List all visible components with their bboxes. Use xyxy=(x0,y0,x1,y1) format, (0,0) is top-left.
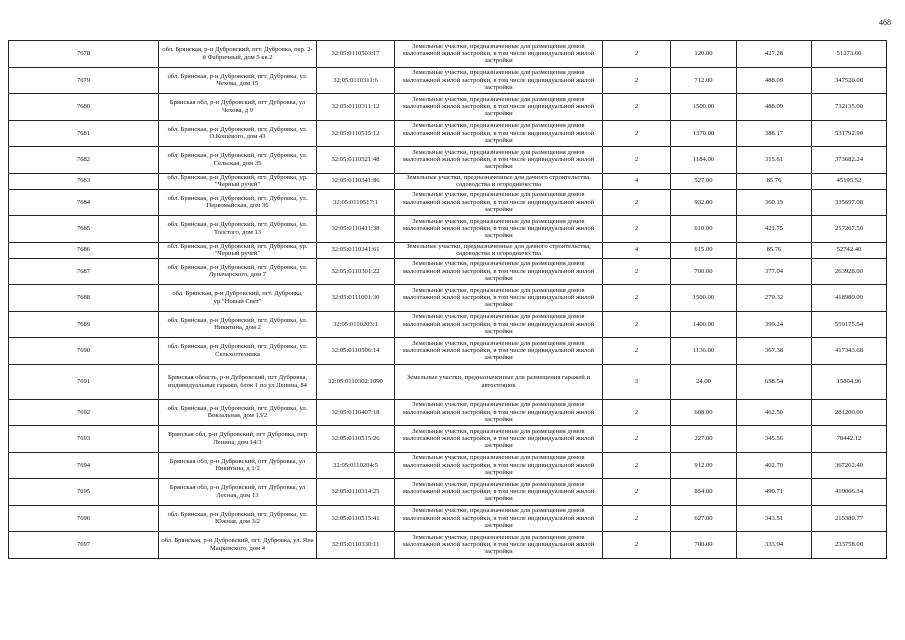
group-cell: 2 xyxy=(603,285,671,312)
table-row xyxy=(9,67,887,94)
cadastral-value-cell: 417343.68 xyxy=(812,338,887,365)
specific-value-cell: 388.17 xyxy=(737,120,812,147)
cadastral-value-cell: 367262.40 xyxy=(812,452,887,479)
row-number: 7685 xyxy=(9,216,159,243)
cadastral-value-cell: 281200.00 xyxy=(812,399,887,426)
table-row xyxy=(9,216,887,243)
group-cell: 2 xyxy=(603,120,671,147)
area-cell: 854.00 xyxy=(671,479,737,506)
cadastral-number-cell: 32:05:0110515:41 xyxy=(317,505,395,532)
cadastral-value-cell: 233758.00 xyxy=(812,532,887,559)
area-cell: 1500.00 xyxy=(671,94,737,121)
land-use-type-cell: Земельные участки, предназначенные для размещения домов малоэтажной жилой застройки, в том числе индивидуальной жилой застройки xyxy=(395,147,603,174)
table-row xyxy=(9,364,887,399)
land-use-type-cell: Земельные участки, предназначенные для размещения домов малоэтажной жилой застройки, в том числе индивидуальной жилой застройки xyxy=(395,67,603,94)
address-cell: Брянская обл, р-н Дубровский, пгт Дубровка, пер Ленина, дом 14/3 xyxy=(159,426,317,453)
specific-value-cell: 85.76 xyxy=(737,173,812,189)
cadastral-value-cell: 531792.90 xyxy=(812,120,887,147)
address-cell: обл. Брянская, р-н Дубровский, пгт. Дубровка, пер. 2-й Фабричный, дом 5 кв.2 xyxy=(159,41,317,68)
address-cell: обл. Брянская, р-н Дубровский, пгт. Дубровка, ул. Вокзальная, дом 13/2 xyxy=(159,399,317,426)
cadastral-value-cell: 257267.50 xyxy=(812,216,887,243)
cadastral-number-cell: 32:05:0110506:14 xyxy=(317,338,395,365)
group-cell: 4 xyxy=(603,242,671,258)
address-cell: Брянская обл, р-н Дубровский, пгт Дубровка, ул Лесная, дом 13 xyxy=(159,479,317,506)
row-number: 7682 xyxy=(9,147,159,174)
area-cell: 712.00 xyxy=(671,67,737,94)
table-row xyxy=(9,338,887,365)
cadastral-number-cell: 32:05:0110341:86 xyxy=(317,173,395,189)
cadastral-value-cell: 78442.12 xyxy=(812,426,887,453)
specific-value-cell: 490.71 xyxy=(737,479,812,506)
cadastral-value-cell: 263928.00 xyxy=(812,258,887,285)
cadastral-number-cell: 32:05:0110341:61 xyxy=(317,242,395,258)
area-cell: 1136.00 xyxy=(671,338,737,365)
cadastral-number-cell: 32:05:0110515:12 xyxy=(317,120,395,147)
specific-value-cell: 85.76 xyxy=(737,242,812,258)
cadastral-value-cell: 45195.52 xyxy=(812,173,887,189)
cadastral-value-cell: 335697.08 xyxy=(812,189,887,216)
address-cell: обл. Брянская, р-н Дубровский, пгт. Дубровка, ур. "Черный ручей" xyxy=(159,173,317,189)
row-number: 7694 xyxy=(9,452,159,479)
area-cell: 932.00 xyxy=(671,189,737,216)
land-registry-table xyxy=(8,40,887,559)
row-number: 7696 xyxy=(9,505,159,532)
row-number: 7689 xyxy=(9,311,159,338)
group-cell: 2 xyxy=(603,479,671,506)
land-use-type-cell: Земельные участки, предназначенные для размещения домов малоэтажной жилой застройки, в том числе индивидуальной жилой застройки xyxy=(395,311,603,338)
group-cell: 2 xyxy=(603,189,671,216)
cadastral-value-cell: 559175.54 xyxy=(812,311,887,338)
specific-value-cell: 427.28 xyxy=(737,41,812,68)
cadastral-number-cell: 32:05:0110311:12 xyxy=(317,94,395,121)
cadastral-number-cell: 32:05:0110515:26 xyxy=(317,426,395,453)
address-cell: Брянская обл, р-н Дубровский, пгт Дубровка, ул Никитина, д 1/2 xyxy=(159,452,317,479)
row-number: 7678 xyxy=(9,41,159,68)
table-row xyxy=(9,399,887,426)
area-cell: 610.00 xyxy=(671,216,737,243)
table-row xyxy=(9,94,887,121)
group-cell: 2 xyxy=(603,399,671,426)
address-cell: обл. Брянская, р-н Дубровский, пгт. Дубровка, ул. Южная, дом 3/2 xyxy=(159,505,317,532)
specific-value-cell: 345.56 xyxy=(737,426,812,453)
group-cell: 2 xyxy=(603,147,671,174)
land-use-type-cell: Земельные участки, предназначенные для размещения домов малоэтажной жилой застройки, в том числе индивидуальной жилой застройки xyxy=(395,399,603,426)
row-number: 7697 xyxy=(9,532,159,559)
area-cell: 1500.00 xyxy=(671,285,737,312)
address-cell: обл. Брянская, р-н Дубровский, пгт. Дубровка, ул. О.Кошевого, дом 43 xyxy=(159,120,317,147)
cadastral-number-cell: 32:05:0110330:11 xyxy=(317,532,395,559)
specific-value-cell: 377.04 xyxy=(737,258,812,285)
area-cell: 608.00 xyxy=(671,399,737,426)
cadastral-number-cell: 32:05:0110203:1 xyxy=(317,311,395,338)
specific-value-cell: 315.61 xyxy=(737,147,812,174)
row-number: 7686 xyxy=(9,242,159,258)
row-number: 7690 xyxy=(9,338,159,365)
address-cell: обл. Брянская, р-н Дубровский, пгт. Дубровка, ул. Сельхозтехника xyxy=(159,338,317,365)
land-use-type-cell: Земельные участки, предназначенные для размещения домов малоэтажной жилой застройки, в том числе индивидуальной жилой застройки xyxy=(395,189,603,216)
group-cell: 2 xyxy=(603,505,671,532)
land-use-type-cell: Земельные участки, предназначенные для размещения домов малоэтажной жилой застройки, в том числе индивидуальной жилой застройки xyxy=(395,94,603,121)
area-cell: 120.00 xyxy=(671,41,737,68)
cadastral-value-cell: 373682.24 xyxy=(812,147,887,174)
row-number: 7688 xyxy=(9,285,159,312)
address-cell: обл. Брянская, р-н Дубровский, пгт. Дубровка, ур. "Черный ручей" xyxy=(159,242,317,258)
cadastral-number-cell: 32:05:0110301:22 xyxy=(317,258,395,285)
row-number: 7680 xyxy=(9,94,159,121)
area-cell: 1184.00 xyxy=(671,147,737,174)
table-row xyxy=(9,505,887,532)
table-row xyxy=(9,426,887,453)
land-use-type-cell: Земельные участки, предназначенные для дачного строительства, садоводства и огородничества xyxy=(395,242,603,258)
group-cell: 2 xyxy=(603,216,671,243)
table-row xyxy=(9,258,887,285)
row-number: 7681 xyxy=(9,120,159,147)
cadastral-number-cell: 32:05:0110311:6 xyxy=(317,67,395,94)
area-cell: 527.00 xyxy=(671,173,737,189)
area-cell: 700.00 xyxy=(671,532,737,559)
land-use-type-cell: Земельные участки, предназначенные для размещения домов малоэтажной жилой застройки, в том числе индивидуальной жилой застройки xyxy=(395,532,603,559)
land-use-type-cell: Земельные участки, предназначенные для размещения домов малоэтажной жилой застройки, в том числе индивидуальной жилой застройки xyxy=(395,41,603,68)
cadastral-number-cell: 32:05:0110517:1 xyxy=(317,189,395,216)
specific-value-cell: 402.70 xyxy=(737,452,812,479)
row-number: 7692 xyxy=(9,399,159,426)
land-use-type-cell: Земельные участки, предназначенные для размещения гаражей и автостоянок xyxy=(395,364,603,399)
address-cell: обл. Брянская, р-н Дубровский, пгт. Дубровка, ул. Сельская, дом 35 xyxy=(159,147,317,174)
table-row xyxy=(9,173,887,189)
address-cell: обл. Брянская, р-н Дубровский, пгт. Дубровка, ул. Никитина, дом 2 xyxy=(159,311,317,338)
cadastral-number-cell: 32:05:0110204:5 xyxy=(317,452,395,479)
table-row xyxy=(9,120,887,147)
land-use-type-cell: Земельные участки, предназначенные для размещения домов малоэтажной жилой застройки, в том числе индивидуальной жилой застройки xyxy=(395,479,603,506)
area-cell: 227.00 xyxy=(671,426,737,453)
group-cell: 4 xyxy=(603,173,671,189)
page-number: 468 xyxy=(879,18,891,27)
specific-value-cell: 658.54 xyxy=(737,364,812,399)
group-cell: 2 xyxy=(603,426,671,453)
cadastral-value-cell: 52742.40 xyxy=(812,242,887,258)
cadastral-value-cell: 347520.08 xyxy=(812,67,887,94)
table-row xyxy=(9,147,887,174)
row-number: 7691 xyxy=(9,364,159,399)
cadastral-number-cell: 32:05:0110521:48 xyxy=(317,147,395,174)
area-cell: 627.00 xyxy=(671,505,737,532)
address-cell: обл. Брянская, р-н Дубровский, пгт. Дубровка, ул. Толстого, дом 13 xyxy=(159,216,317,243)
specific-value-cell: 488.09 xyxy=(737,67,812,94)
specific-value-cell: 279.32 xyxy=(737,285,812,312)
group-cell: 2 xyxy=(603,532,671,559)
cadastral-number-cell: 32:05:0110411:38 xyxy=(317,216,395,243)
area-cell: 700.00 xyxy=(671,258,737,285)
table-row xyxy=(9,285,887,312)
area-cell: 615.00 xyxy=(671,242,737,258)
specific-value-cell: 462.50 xyxy=(737,399,812,426)
cadastral-value-cell: 15804.96 xyxy=(812,364,887,399)
table-row xyxy=(9,452,887,479)
cadastral-number-cell: 32:05:0111001:30 xyxy=(317,285,395,312)
cadastral-value-cell: 419066.34 xyxy=(812,479,887,506)
address-cell: Брянская область, р-н Дубровский, пгт Дубровка, индивидуальные гаражи, блок 1 по ул Ленина, 84 xyxy=(159,364,317,399)
row-number: 7695 xyxy=(9,479,159,506)
row-number: 7693 xyxy=(9,426,159,453)
cadastral-value-cell: 732135.00 xyxy=(812,94,887,121)
group-cell: 2 xyxy=(603,311,671,338)
table-row xyxy=(9,189,887,216)
group-cell: 3 xyxy=(603,364,671,399)
group-cell: 2 xyxy=(603,41,671,68)
address-cell: Брянская обл, р-н Дубровский, пгт Дубровка, ул Чехова, д 9 xyxy=(159,94,317,121)
land-use-type-cell: Земельные участки, предназначенные для размещения домов малоэтажной жилой застройки, в том числе индивидуальной жилой застройки xyxy=(395,120,603,147)
land-use-type-cell: Земельные участки, предназначенные для размещения домов малоэтажной жилой застройки, в том числе индивидуальной жилой застройки xyxy=(395,426,603,453)
cadastral-number-cell: 32:05:0110503:17 xyxy=(317,41,395,68)
table-row xyxy=(9,532,887,559)
area-cell: 1370.00 xyxy=(671,120,737,147)
specific-value-cell: 488.09 xyxy=(737,94,812,121)
specific-value-cell: 333.94 xyxy=(737,532,812,559)
address-cell: обл. Брянская, р-н Дубровский, пгт. Дубровка, ур."Новый Свет" xyxy=(159,285,317,312)
area-cell: 24.00 xyxy=(671,364,737,399)
group-cell: 2 xyxy=(603,452,671,479)
cadastral-number-cell: 32:05:0110302:1090 xyxy=(317,364,395,399)
address-cell: обл. Брянская, р-н Дубровский, пгт. Дубровка, ул. Луначарского, дом 7 xyxy=(159,258,317,285)
row-number: 7683 xyxy=(9,173,159,189)
group-cell: 2 xyxy=(603,258,671,285)
cadastral-value-cell: 418980.00 xyxy=(812,285,887,312)
group-cell: 2 xyxy=(603,67,671,94)
group-cell: 2 xyxy=(603,94,671,121)
table-row xyxy=(9,311,887,338)
specific-value-cell: 399.24 xyxy=(737,311,812,338)
cadastral-value-cell: 51273.60 xyxy=(812,41,887,68)
cadastral-value-cell: 215380.77 xyxy=(812,505,887,532)
specific-value-cell: 343.51 xyxy=(737,505,812,532)
land-use-type-cell: Земельные участки, предназначенные для размещения домов малоэтажной жилой застройки, в том числе индивидуальной жилой застройки xyxy=(395,258,603,285)
table-row xyxy=(9,242,887,258)
area-cell: 912.00 xyxy=(671,452,737,479)
cadastral-number-cell: 32:05:0110407:18 xyxy=(317,399,395,426)
address-cell: обл. Брянская, р-н Дубровский, пгт. Дубровка, ул. Яна Мацкевского, дом 4 xyxy=(159,532,317,559)
table-body xyxy=(9,41,887,559)
land-use-type-cell: Земельные участки, предназначенные для размещения домов малоэтажной жилой застройки, в том числе индивидуальной жилой застройки xyxy=(395,505,603,532)
address-cell: обл. Брянская, р-н Дубровский, пгт. Дубровка, ул. Первомайская, дом 36 xyxy=(159,189,317,216)
land-use-type-cell: Земельные участки, предназначенные для размещения домов малоэтажной жилой застройки, в том числе индивидуальной жилой застройки xyxy=(395,452,603,479)
area-cell: 1400.00 xyxy=(671,311,737,338)
cadastral-number-cell: 32:05:0110314:25 xyxy=(317,479,395,506)
row-number: 7684 xyxy=(9,189,159,216)
land-use-type-cell: Земельные участки, предназначенные для дачного строительства, садоводства и огородничества xyxy=(395,173,603,189)
table-row xyxy=(9,479,887,506)
land-use-type-cell: Земельные участки, предназначенные для размещения домов малоэтажной жилой застройки, в том числе индивидуальной жилой застройки xyxy=(395,285,603,312)
specific-value-cell: 421.75 xyxy=(737,216,812,243)
land-use-type-cell: Земельные участки, предназначенные для размещения домов малоэтажной жилой застройки, в том числе индивидуальной жилой застройки xyxy=(395,216,603,243)
specific-value-cell: 367.38 xyxy=(737,338,812,365)
land-use-type-cell: Земельные участки, предназначенные для размещения домов малоэтажной жилой застройки, в том числе индивидуальной жилой застройки xyxy=(395,338,603,365)
group-cell: 2 xyxy=(603,338,671,365)
address-cell: обл. Брянская, р-н Дубровский, пгт. Дубровка, ул. Чехова, дом 15 xyxy=(159,67,317,94)
specific-value-cell: 360.19 xyxy=(737,189,812,216)
row-number: 7687 xyxy=(9,258,159,285)
row-number: 7679 xyxy=(9,67,159,94)
table-row xyxy=(9,41,887,68)
